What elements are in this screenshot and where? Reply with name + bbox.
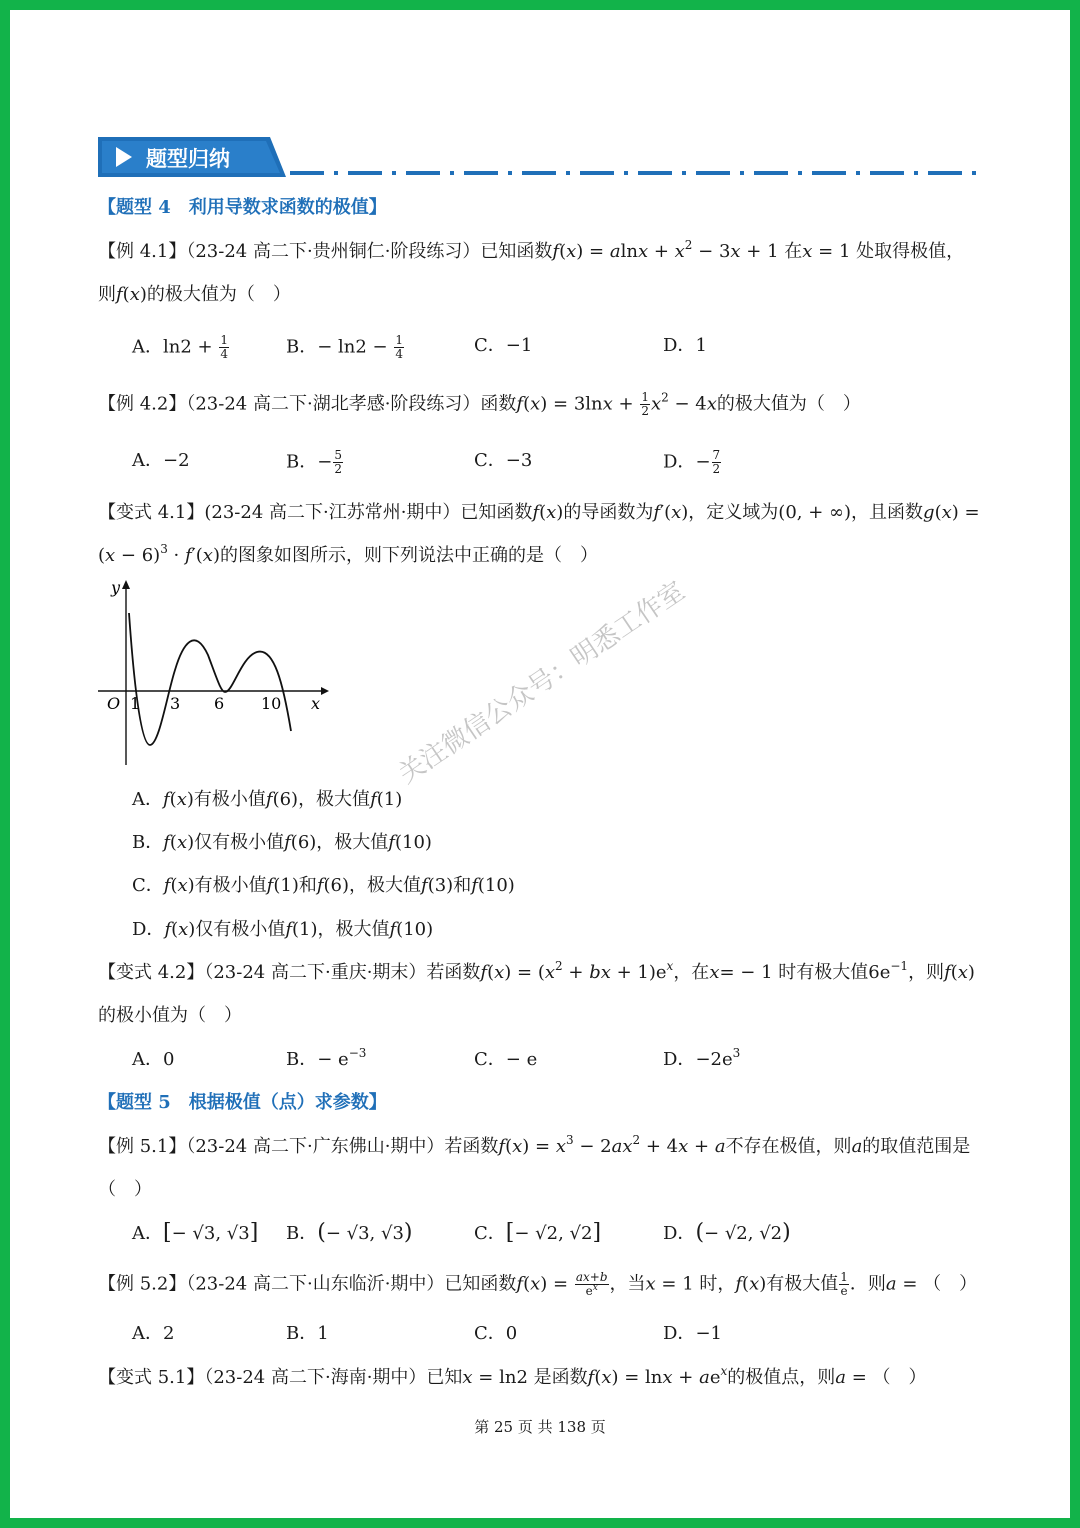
option-d[interactable]: D．f(x)仅有极小值f(1)，极大值f(10) bbox=[132, 919, 434, 940]
variant-4-1-line2: $(x - 6)^3 \cdot f'(x)$的图象如图所示，则下列说法中正确的是（ ） bbox=[98, 542, 598, 566]
banner-dash-line bbox=[290, 168, 980, 178]
function-graph bbox=[95, 575, 335, 770]
option-b[interactable]: B．f(x)仅有极小值f(6)，极大值f(10) bbox=[132, 832, 432, 853]
option-c[interactable]: C．−3 bbox=[474, 450, 533, 471]
y-axis-label: y bbox=[111, 578, 121, 597]
watermark: 关注微信公众号：明悉工作室 bbox=[393, 575, 691, 790]
option-a[interactable]: A．f(x)有极小值f(6)，极大值f(1) bbox=[132, 789, 403, 810]
option-d[interactable]: D．$-2e^3$ bbox=[663, 1046, 741, 1070]
option-c[interactable]: C．−1 bbox=[474, 335, 533, 356]
option-d[interactable]: D．(− √2, √2) bbox=[663, 1220, 791, 1245]
option-a[interactable]: A．−2 bbox=[132, 450, 190, 471]
option-a[interactable]: A．ln2 + $\frac{1}{4}$ bbox=[132, 333, 228, 361]
tick-label-1: 1 bbox=[130, 694, 141, 713]
option-b[interactable]: B．1 bbox=[286, 1323, 329, 1344]
page-footer: 第 25 页 共 138 页 bbox=[474, 1418, 606, 1436]
option-b[interactable]: B．− ln2 − $\frac{1}{4}$ bbox=[286, 333, 404, 361]
origin-label: O bbox=[107, 694, 121, 713]
option-d[interactable]: D．1 bbox=[663, 335, 707, 356]
question-source: （23-24 高二下·贵州铜仁·阶段练习）已知函数 bbox=[186, 241, 553, 262]
section-title-4: 【题型 4 利用导数求函数的极值】 bbox=[98, 197, 387, 218]
option-b[interactable]: B．− $e^{-3}$ bbox=[286, 1046, 367, 1070]
tick-label-3: 3 bbox=[170, 694, 181, 713]
banner-title: 题型归纳 bbox=[146, 147, 230, 171]
option-b[interactable]: B．− $\frac{5}{2}$ bbox=[286, 448, 342, 476]
x-axis-label: x bbox=[311, 694, 321, 713]
question-4-2: 【例 4.2】（23-24 高二下·湖北孝感·阶段练习）函数f(x) = 3lnx + $\frac{1}{2}$ $x^2 - 4x$的极大值为（ ） bbox=[98, 390, 861, 418]
question-4-1-line2: 则f(x)的极大值为（ ） bbox=[98, 284, 291, 305]
tick-label-6: 6 bbox=[214, 694, 225, 713]
question-tag: 【例 4.1】 bbox=[98, 241, 187, 262]
variant-4-2-line2: 的极小值为（ ） bbox=[98, 1005, 242, 1026]
variant-5-1: 【变式 5.1】（23-24 高二下·海南·期中）已知x = ln2 是函数$f(x) = \ln x + ae^x$的极值点，则a = （ ） bbox=[98, 1364, 927, 1388]
question-4-1: 【例 4.1】（23-24 高二下·贵州铜仁·阶段练习）已知函数$f(x) = alnx + x^2 - 3x + 1$ 在x = 1 处取得极值， bbox=[98, 238, 965, 262]
question-5-1-line2: （ ） bbox=[98, 1179, 152, 1200]
question-5-2: 【例 5.2】（23-24 高二下·山东临沂·期中）已知函数f(x) = $\frac{ax+b}{e^x}$ ，当x = 1 时，f(x)有极大值 $\frac{1}{e}$ ．则a = （ ） bbox=[98, 1270, 978, 1298]
variant-4-1: 【变式 4.1】(23-24 高二下·江苏常州·期中）已知函数f(x)的导函数为f′(x)，定义域为(0, + ∞)，且函数g(x) = bbox=[98, 502, 980, 523]
option-c[interactable]: C．− e bbox=[474, 1049, 538, 1070]
option-a[interactable]: A．[− √3, √3] bbox=[132, 1220, 259, 1245]
option-a[interactable]: A．2 bbox=[132, 1323, 175, 1344]
option-c[interactable]: C．0 bbox=[474, 1323, 518, 1344]
option-a[interactable]: A．0 bbox=[132, 1049, 175, 1070]
question-5-1: 【例 5.1】（23-24 高二下·广东佛山·期中）若函数$f(x) = x^3 - 2ax^2 + 4x + a$不存在极值，则a的取值范围是 bbox=[98, 1133, 971, 1157]
option-d[interactable]: D．−1 bbox=[663, 1323, 722, 1344]
option-c[interactable]: C．f(x)有极小值f(1)和f(6)，极大值f(3)和f(10) bbox=[132, 875, 515, 896]
option-c[interactable]: C．[− √2, √2] bbox=[474, 1220, 602, 1245]
variant-4-2: 【变式 4.2】（23-24 高二下·重庆·期末）若函数$f(x) = (x^2$ + bx + $1)e^x$，在x= − 1 时有极大值$6e^{-1}$，则f(x) bbox=[98, 959, 975, 983]
option-b[interactable]: B．(− √3, √3) bbox=[286, 1220, 413, 1245]
option-d[interactable]: D．− $\frac{7}{2}$ bbox=[663, 448, 721, 476]
section-title-5: 【题型 5 根据极值（点）求参数】 bbox=[98, 1092, 387, 1113]
tick-label-10: 10 bbox=[261, 694, 282, 713]
